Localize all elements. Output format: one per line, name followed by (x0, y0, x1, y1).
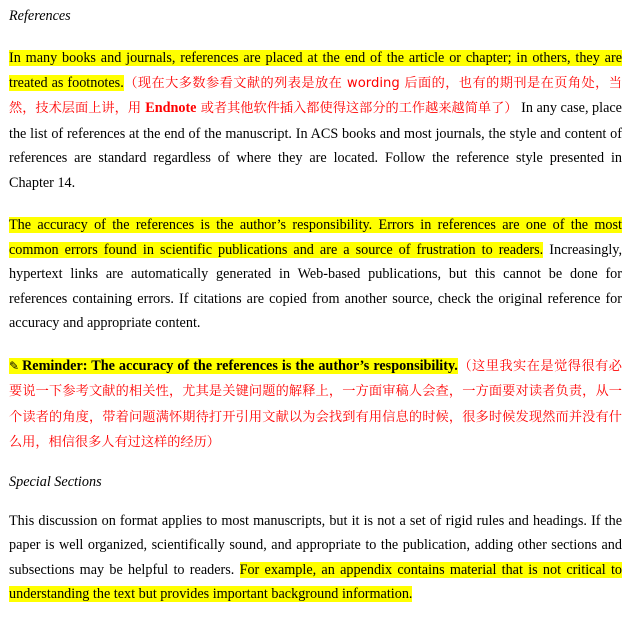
paragraph-text: Increasingly, hypertext links are automatically generated in Web-based publications, but this cannot be done for references containing errors. If citations are copied from another source, check the original reference for accuracy and appropriate content. (9, 241, 622, 331)
paragraph-accuracy (9, 213, 622, 336)
chinese-note-endnote: Endnote (145, 100, 197, 116)
pencil-icon: ✎ (9, 358, 20, 373)
highlighted-text: In many books and journals, references are placed at the end of the article or chapter; in others, they are treated as footnotes. (9, 50, 622, 91)
highlighted-reminder (9, 358, 458, 374)
paragraph-footnotes (9, 46, 622, 195)
chinese-note: （这里我实在是觉得很有必要说一下参考文献的相关性，尤其是关键问题的解释上，一方面审稿人会查，一方面要对读者负责，从一个读者的角度，带着问题满怀期待打开引用文献以为会找到有用信息的时候，很多时候发现然而并没有什么用，相信很多人有过这样的经历） (9, 358, 622, 450)
paragraph-reminder (9, 354, 622, 456)
section-heading-special-sections: Special Sections (9, 473, 102, 490)
paragraph-text: This discussion on format applies to most manuscripts, but it is not a set of rigid rules and headings. If the paper is well organized, scientifically sound, and appropriate to the publication, adding other sections and subsections may be helpful to readers. (9, 512, 622, 578)
highlighted-text: For example, an appendix contains material that is not critical to understanding the text but provides important background information. (9, 561, 623, 602)
chinese-note: 或者其他软件插入都使得这部分的工作越来越简单了） (196, 101, 518, 116)
highlighted-text: The accuracy of the references is the author’s responsibility. Errors in references are one of the most common errors found in scientific publications and are a source of frustration to readers. (9, 217, 622, 258)
reminder-text: Reminder: The accuracy of the references is the author’s responsibility. (22, 357, 458, 374)
paragraph-special-sections (9, 509, 622, 607)
paragraph-text: In any case, place the list of references at the end of the manuscript. In ACS books and most journals, the style and content of references are standard regardless of where they are located. Follow the reference style presented in Chapter 14. (9, 100, 622, 191)
chinese-note: （现在大多数参看文献的列表是放在 wording 后面的，也有的期刊是在页角处，当然，技术层面上讲，用 (9, 75, 622, 116)
section-heading-references: References (9, 8, 71, 24)
